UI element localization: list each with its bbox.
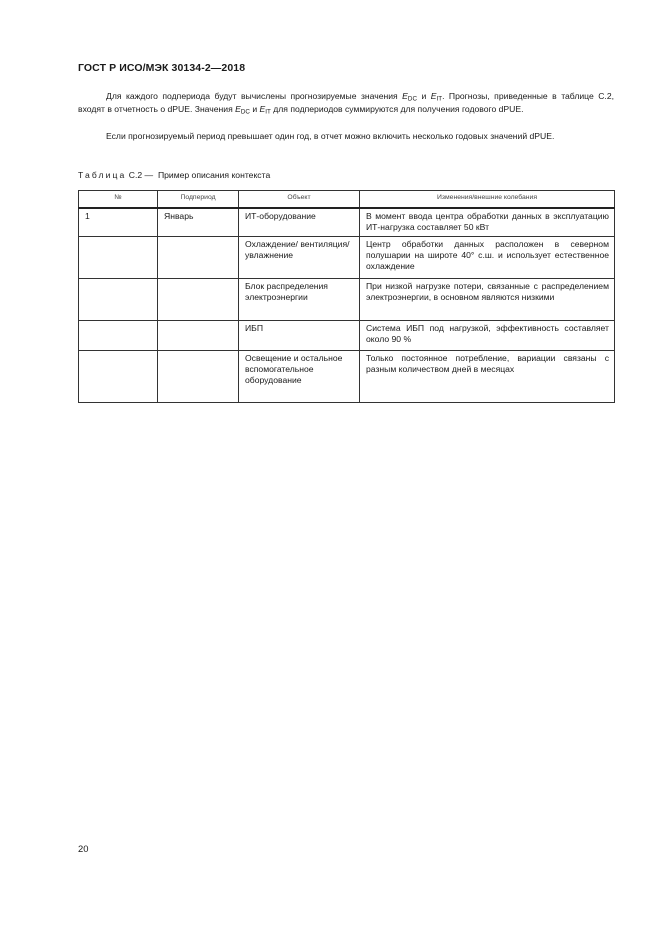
context-table: [78, 190, 615, 403]
cell-object: Освещение и остальное вспомогательное оборудование: [239, 351, 360, 403]
table-row: [79, 321, 615, 351]
cell-change: Только постоянное потребление, вариации связаны с разным количеством дней в месяцах: [360, 351, 615, 403]
page-number: 20: [78, 843, 89, 854]
caption-title: Пример описания контекста: [157, 170, 271, 180]
header-changes: Изменения/внешние колебания: [360, 191, 615, 209]
subscript-dc: DC: [240, 108, 250, 116]
cell-num: 1: [79, 208, 158, 237]
cell-period: [158, 237, 239, 279]
document-header: ГОСТ Р ИСО/МЭК 30134-2—2018: [78, 62, 246, 74]
cell-object: Охлаждение/ вентиляция/ увлажнение: [239, 237, 360, 279]
table-row: [79, 351, 615, 403]
symbol-e: E: [402, 91, 408, 101]
cell-num: [79, 321, 158, 351]
cell-change: Центр обработки данных расположен в северном полушарии на широте 40° с.ш. и использует естественное охлаждение: [360, 237, 615, 279]
cell-change: Система ИБП под нагрузкой, эффективность составляет около 90 %: [360, 321, 615, 351]
header-num: №: [79, 191, 158, 209]
header-object: Объект: [239, 191, 360, 209]
header-period: Подпериод: [158, 191, 239, 209]
subscript-it: IT: [265, 108, 271, 116]
caption-label: Таблица: [78, 170, 127, 180]
cell-period: Январь: [158, 208, 239, 237]
paragraph-text: и: [417, 91, 431, 101]
cell-object: Блок распределения электроэнергии: [239, 279, 360, 321]
cell-change: В момент ввода центра обработки данных в эксплуатацию ИТ-нагрузка составляет 50 кВт: [360, 208, 615, 237]
cell-period: [158, 321, 239, 351]
paragraph-text: Для каждого подпериода будут вычислены прогнозируемые значения: [106, 91, 403, 101]
paragraph-text: для подпериодов суммируются для получения годового dPUE.: [270, 103, 524, 114]
table-caption: [78, 170, 270, 180]
symbol-e: E: [259, 103, 266, 114]
cell-period: [158, 351, 239, 403]
cell-num: [79, 279, 158, 321]
subscript-it: IT: [436, 95, 443, 103]
caption-number: С.2 —: [128, 170, 154, 180]
paragraph-forecast: [78, 90, 614, 115]
cell-change: При низкой нагрузке потери, связанные с распределением электроэнергии, в основном являются низкими: [360, 279, 615, 321]
table-header-row: [79, 191, 615, 209]
table-row: [79, 279, 615, 321]
symbol-e: E: [430, 91, 437, 101]
subscript-dc: DC: [407, 95, 417, 103]
paragraph-multiyear: Если прогнозируемый период превышает один год, в отчет можно включить несколько годовых значений dPUE.: [106, 131, 555, 141]
table-row: [79, 237, 615, 279]
cell-object: ИТ-оборудование: [239, 208, 360, 237]
cell-num: [79, 351, 158, 403]
paragraph-text: . Прогнозы, приведенные в таблице С.2, входят в отчетность о dPUE. Значения: [78, 91, 614, 114]
paragraph-text: и: [249, 103, 260, 114]
symbol-e: E: [235, 103, 241, 114]
table-row: [79, 208, 615, 237]
cell-num: [79, 237, 158, 279]
cell-period: [158, 279, 239, 321]
cell-object: ИБП: [239, 321, 360, 351]
